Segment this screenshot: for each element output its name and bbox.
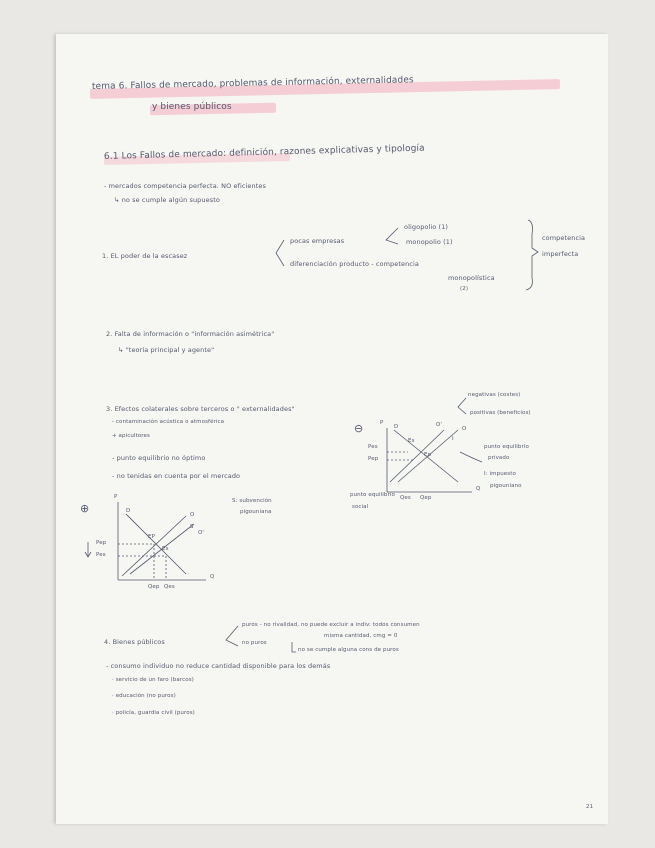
pos-axis-p: P	[114, 494, 118, 500]
pos-es: Es	[162, 546, 169, 552]
item1-branch-top-b: monopolio (1)	[406, 238, 453, 246]
pos-ep: EP	[148, 534, 155, 540]
neg-private-2: privado	[488, 455, 510, 461]
neg-axis-p: P	[380, 420, 384, 426]
pos-o-label: O	[190, 512, 195, 518]
item1-branch-bottom: diferenciación producto - competencia	[290, 260, 419, 268]
neg-social-1: punto equilibrio	[350, 492, 395, 498]
item2-line-1: 2. Falta de información o "información asimétrica"	[106, 330, 275, 338]
neg-i-label: I	[452, 436, 454, 442]
page-title-line2: y bienes públicos	[152, 102, 232, 112]
item1-branch-bottom-3: (2)	[460, 286, 469, 292]
neg-es: Es	[408, 438, 415, 444]
positive-sign-icon: ⊕	[80, 502, 90, 515]
item4-example-1: · servicio de un faro (barcos)	[112, 677, 194, 683]
item3-example-2: + apicultores	[112, 433, 150, 439]
item4-no-puros: no puros	[242, 640, 267, 646]
item4-label: 4. Bienes públicos	[104, 638, 165, 646]
pos-qes: Qes	[164, 584, 175, 590]
pos-sub-1: S: subvención	[232, 498, 272, 504]
item1-branch-top: pocas empresas	[290, 237, 345, 245]
item1-result-1: competencia	[542, 234, 586, 242]
item1-label: 1. EL poder de la escasez	[102, 252, 188, 260]
item4-puros: puros - no rivalidad, no puede excluir a indiv: todos consumen	[242, 622, 420, 628]
neg-tax-2: pigouniano	[490, 483, 522, 489]
neg-pep: Pep	[368, 456, 379, 462]
notebook-page	[56, 34, 608, 824]
item1-branch-top-a: oligopolio (1)	[404, 223, 449, 231]
page-number: 21	[586, 804, 594, 810]
item4-example-3: · policía, guardia civil (puros)	[112, 710, 195, 716]
item1-branch-bottom-2: monopolística	[448, 274, 495, 282]
item4-mismo: misma cantidad, cmg = 0	[324, 633, 398, 639]
neg-qes: Qes	[400, 495, 411, 501]
pos-qep: Qep	[148, 584, 160, 590]
neg-pes: Pes	[368, 444, 378, 450]
section-line-2: ↳ no se cumple algún supuesto	[114, 196, 220, 204]
item3-bullet-1: - punto equilibrio no óptimo	[112, 454, 206, 462]
pos-pep: Pep	[96, 540, 107, 546]
item4-example-2: · educación (no puros)	[112, 693, 176, 699]
section-heading: 6.1 Los Fallos de mercado: definición, razones explicativas y tipología	[103, 143, 425, 162]
pos-sub-2: pigouniana	[240, 509, 272, 515]
item1-result-2: imperfecta	[542, 250, 579, 258]
item3-bullet-2: - no tenidas en cuenta por el mercado	[112, 472, 241, 480]
item3-label: 3. Efectos colaterales sobre terceros o " externalidades"	[106, 405, 295, 413]
neg-qep: Qep	[420, 495, 432, 501]
neg-axis-q: Q	[476, 486, 481, 492]
section-line-1: - mercados competencia perfecta. NO eficientes	[104, 182, 266, 190]
neg-d-label: D	[394, 424, 399, 430]
item3-example-1: - contaminación acústica o atmosférica	[112, 419, 225, 425]
negative-sign-icon: ⊖	[354, 422, 364, 435]
neg-tax-1: I: impuesto	[484, 471, 516, 477]
neg-social-2: social	[352, 504, 369, 510]
pos-d-label: D	[126, 508, 131, 514]
pos-axis-q: Q	[210, 574, 215, 580]
pos-pes: Pes	[96, 552, 106, 558]
item3-negative: negativas (costes)	[468, 392, 521, 398]
item4-bracket	[56, 34, 608, 824]
neg-ep: Ep	[424, 452, 432, 458]
neg-o-prime: O'	[436, 422, 443, 428]
pos-o-prime: O'	[198, 530, 205, 536]
item2-line-2: ↳ "teoría principal y agente"	[118, 346, 215, 354]
item4-no-cumple: no se cumple alguna cons de puros	[298, 647, 399, 653]
item3-positive: positivas (beneficios)	[470, 410, 531, 416]
page-title-line1: tema 6. Fallos de mercado, problemas de información, externalidades	[91, 75, 414, 92]
pos-s-label: S	[190, 524, 194, 530]
neg-o-label: O	[462, 426, 467, 432]
neg-private-1: punto equilibrio	[484, 444, 529, 450]
item4-consumo: - consumo individuo no reduce cantidad disponible para los demás	[106, 662, 331, 670]
